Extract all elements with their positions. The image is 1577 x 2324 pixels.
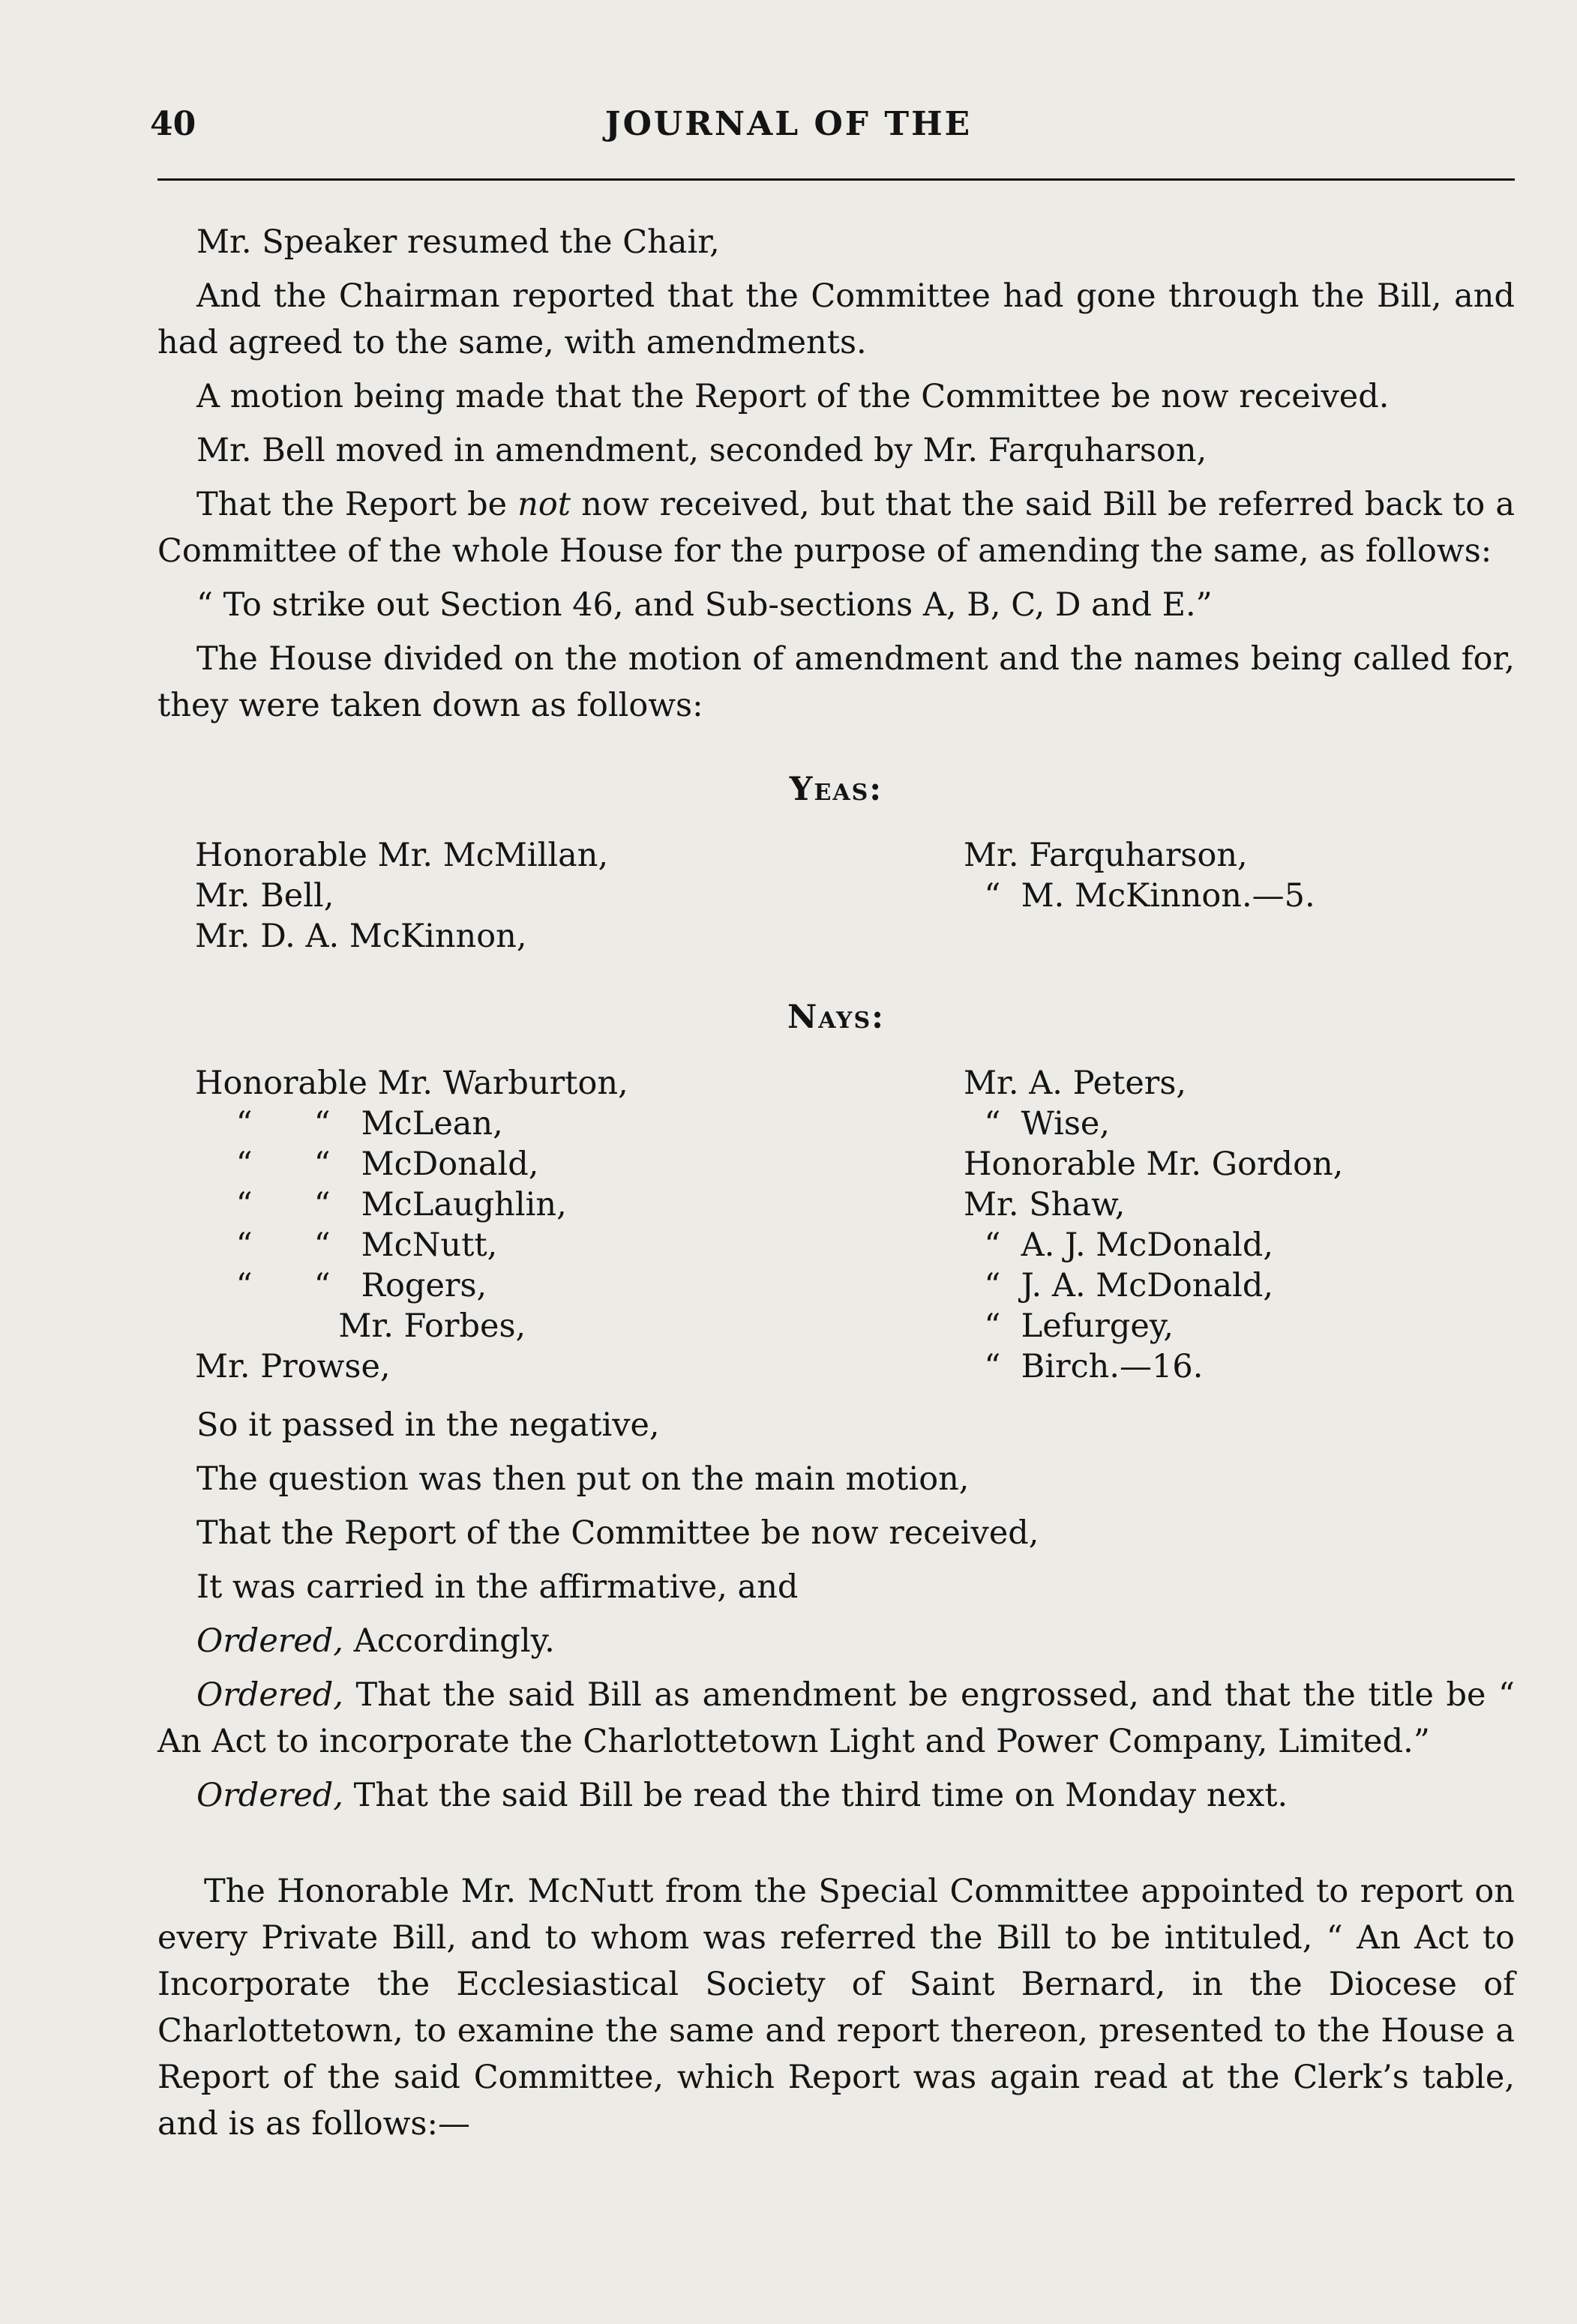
vote-name: Mr. A. Peters, [964,1065,1187,1102]
vote-name: “ “ Rogers, [195,1267,487,1304]
running-title: JOURNAL OF THE [604,105,973,143]
vote-name: “ “ McNutt, [195,1226,498,1264]
nays-list [157,1063,1515,1387]
section-gap [157,1826,1515,1868]
header-rule [157,178,1515,181]
vote-name: “ J. A. McDonald, [964,1267,1274,1304]
paragraph-carried: It was carried in the affirmative, and [196,1568,799,1606]
paragraph-ordered-accordingly: Ordered, Accordingly. [196,1622,555,1660]
nays-left-column [157,1063,836,1387]
paragraph-amendment: That the Report be not now received, but that the said Bill be referred back to a Committee of the whole House for the purpose of amending the same, as follows: [157,486,1515,570]
vote-name: “ “ McLaughlin, [195,1186,567,1223]
page-number: 40 [150,105,196,143]
paragraph-chairman-reported: And the Chairman reported that the Committee had gone through the Bill, and had agreed to the same, with amendments. [157,277,1515,361]
paragraph-question-put: The question was then put on the main motion, [196,1460,970,1498]
vote-name: “ Lefurgey, [964,1307,1174,1345]
paragraph-ordered-third-reading: Ordered, That the said Bill be read the third time on Monday next. [196,1777,1288,1814]
vote-name: Honorable Mr. McMillan, [195,837,609,874]
vote-name: “ Wise, [964,1105,1111,1143]
paragraph-speaker-resumed: Mr. Speaker resumed the Chair, [196,223,720,261]
paragraph-negative: So it passed in the negative, [196,1406,660,1444]
vote-name: Honorable Mr. Gordon, [964,1146,1344,1183]
yeas-list [157,835,1515,957]
vote-name: Honorable Mr. Warburton, [195,1065,628,1102]
page-body [157,219,1515,2155]
paragraph-mcnutt-report: The Honorable Mr. McNutt from the Special Committee appointed to report on every Private Bill, and to whom was referred the Bill to be intituled, “ An Act to Incorporate the Ecclesiastical Society of Saint Bernard, in the Diocese of Charlottetown, to examine the same and report thereon, presented to the House a Report of the said Committee, which Report was again read at the Clerk’s table, and is as follows:— [157,1873,1515,2143]
paragraph-house-divided: The House divided on the motion of amendment and the names being called for, they were taken down as follows: [157,640,1515,724]
paragraph-report-received: That the Report of the Committee be now received, [196,1514,1039,1552]
vote-name: Mr. Prowse, [195,1348,391,1385]
nays-heading: Nays: [787,999,886,1036]
nays-right-column [836,1063,1515,1387]
vote-name: Mr. Forbes, [195,1307,526,1345]
yeas-left-column [157,835,836,957]
paragraph-motion-report: A motion being made that the Report of the Committee be now received. [196,378,1390,415]
yeas-right-column [836,835,1515,957]
paragraph-ordered-engrossed: Ordered, That the said Bill as amendment be engrossed, and that the title be “ An Act to incorporate the Charlottetown Light and Power Company, Limited.” [157,1676,1515,1760]
vote-name: “ “ McDonald, [195,1146,539,1183]
vote-name: Mr. D. A. McKinnon, [195,918,527,955]
vote-name: “ A. J. McDonald, [964,1226,1274,1264]
yeas-heading: Yeas: [789,771,883,808]
paragraph-strike-out: “ To strike out Section 46, and Sub-sections A, B, C, D and E.” [196,586,1213,624]
vote-name: Mr. Shaw, [964,1186,1126,1223]
paragraph-bell-moved: Mr. Bell moved in amendment, seconded by Mr. Farquharson, [196,432,1207,469]
vote-name: Mr. Bell, [195,877,334,915]
vote-name: “ Birch.—16. [964,1348,1204,1385]
vote-name: Mr. Farquharson, [964,837,1248,874]
vote-name: “ M. McKinnon.—5. [964,877,1315,915]
vote-name: “ “ McLean, [195,1105,503,1143]
